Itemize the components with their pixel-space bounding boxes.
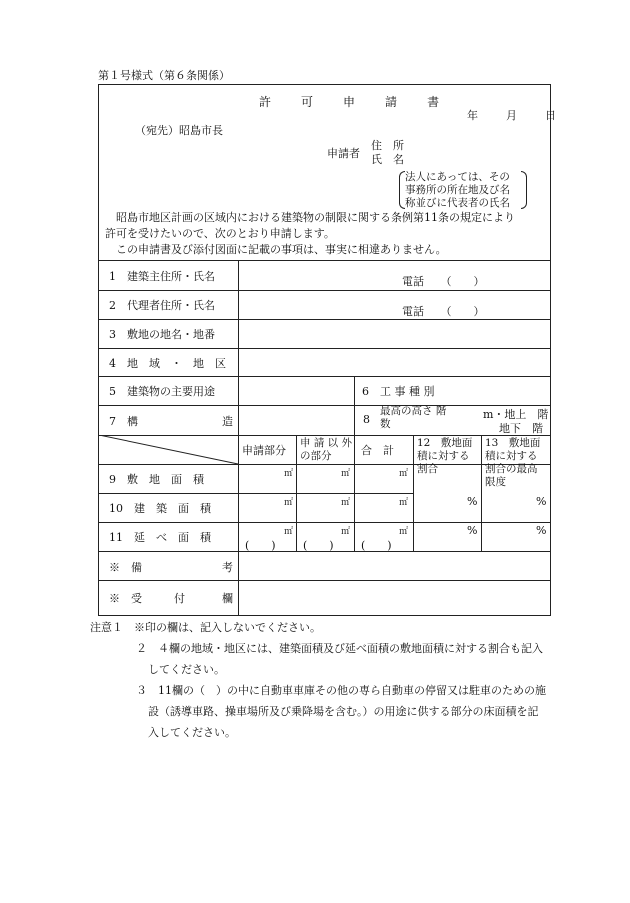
date-field[interactable]: 年 月 日 (467, 109, 556, 122)
note-1: 注意１ ※印の欄は、記入しないでください。 (90, 621, 321, 634)
row-8-unit-above[interactable]: m・地上 階 (483, 408, 549, 421)
addressee: （宛先）昭島市長 (135, 124, 223, 137)
note-3b: 設（誘導車路、操車場所及び乗降場を含む。）の用途に供する部分の床面積を記 (148, 705, 539, 718)
row-11-parking-paren[interactable]: ( ) (245, 539, 276, 552)
row-10-unit[interactable]: ㎡ (284, 498, 294, 508)
header-other: 申 請 以 外の部分 (300, 437, 353, 462)
row-11-parking-paren[interactable]: ( ) (303, 539, 334, 552)
receipt-label-mid: 付 (174, 592, 185, 605)
row-5-label: 5 建築物の主要用途 (109, 385, 215, 398)
row-4-label: 4 地 域 ・ 地 区 (109, 357, 226, 370)
statement-line-3: この申請書及び添付図面に記載の事項は、事実に相違ありません。 (105, 243, 447, 256)
row-1-phone[interactable]: 電話 （ ） (402, 275, 485, 288)
header-applied: 申請部分 (242, 444, 286, 457)
row-11-parking-paren[interactable]: ( ) (361, 539, 392, 552)
row-11-unit[interactable]: ㎡ (284, 527, 294, 537)
row-8-label: 最高の高さ 階数 (380, 405, 447, 430)
application-form-frame (98, 84, 556, 616)
note-3c: 入してください。 (148, 726, 236, 739)
row-10-label: 10 建 築 面 積 (109, 502, 211, 515)
row-10-unit[interactable]: ㎡ (341, 498, 351, 508)
header-max-ratio: 13 敷地面 積に対する 割合の最高 限度 (485, 437, 541, 488)
header-total: 合 計 (361, 444, 394, 457)
row-10-max-ratio[interactable]: % (536, 495, 547, 508)
row-9-label: 9 敷 地 面 積 (109, 473, 204, 486)
row-11-label: 11 延 べ 面 積 (109, 531, 211, 544)
note-2b: してください。 (148, 663, 225, 676)
row-6-label: 6 工 事 種 別 (362, 385, 435, 398)
row-11-unit[interactable]: ㎡ (341, 527, 351, 537)
row-10-unit[interactable]: ㎡ (399, 498, 409, 508)
row-11-unit[interactable]: ㎡ (399, 527, 409, 537)
form-header (99, 85, 556, 261)
remarks-label: ※ 備 (109, 561, 142, 574)
row-11-ratio[interactable]: % (467, 524, 478, 537)
row-8-number: 8 (363, 413, 370, 426)
row-2-phone[interactable]: 電話 （ ） (402, 305, 485, 318)
applicant-name-label[interactable]: 氏 名 (371, 153, 404, 166)
row-7-label: 7 構 (109, 415, 138, 428)
row-9-unit[interactable]: ㎡ (341, 469, 351, 479)
row-9-unit[interactable]: ㎡ (399, 469, 409, 479)
row-7-label-end: 造 (222, 415, 233, 428)
applicant-address-label[interactable]: 住 所 (371, 139, 404, 152)
form-number-label: 第１号様式（第６条関係） (98, 69, 230, 82)
note-2a: ２ ４欄の地域・地区には、建築面積及び延べ面積の敷地面積に対する割合も記入 (136, 642, 543, 655)
note-3a: ３ 11欄の（ ）の中に自動車車庫その他の専ら自動車の停留又は駐車のための施 (136, 684, 546, 697)
applicant-label: 申請者 (327, 147, 360, 160)
receipt-label: ※ 受 (109, 592, 142, 605)
receipt-label-end: 欄 (222, 592, 233, 605)
remarks-label-end: 考 (222, 561, 233, 574)
row-11-max-ratio[interactable]: % (536, 524, 547, 537)
form-title: 許 可 申 請 書 (259, 95, 440, 109)
row-3-label: 3 敷地の地名・地番 (109, 328, 215, 341)
statement-line-2: 許可を受けたいので、次のとおり申請します。 (105, 227, 335, 240)
row-8-unit-below[interactable]: 地下 階 (499, 422, 543, 435)
row-10-ratio[interactable]: % (467, 495, 478, 508)
statement-line-1: 昭島市地区計画の区域内における建築物の制限に関する条例第11条の規定により (105, 211, 515, 224)
diagonal-slash (99, 435, 239, 465)
row-9-unit[interactable]: ㎡ (284, 469, 294, 479)
corporation-note: 法人にあっては、その 事務所の所在地及び名 称並びに代表者の氏名 (399, 171, 527, 209)
row-1-label: 1 建築主住所・氏名 (109, 270, 215, 283)
row-2-label: 2 代理者住所・氏名 (109, 299, 215, 312)
header-ratio: 12 敷地面 積に対する 割合 (417, 437, 473, 475)
